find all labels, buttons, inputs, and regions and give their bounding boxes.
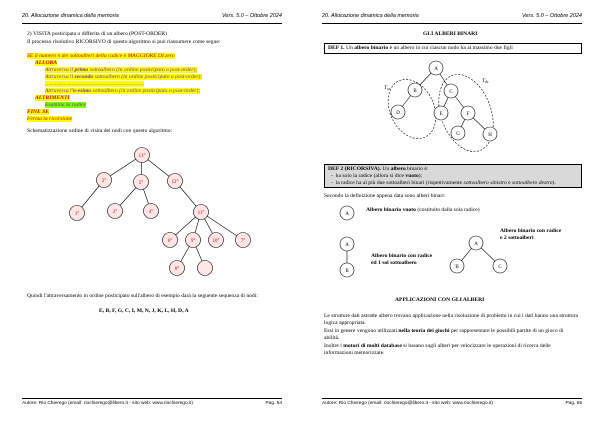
page-footer [322,398,582,408]
ex3-label-1: Albero binario con radice [500,228,562,234]
algo-stop: Ferma la ricorsione [27,116,73,122]
applications-p1: Le strutture dati astratte albero trovano applicazione nella risoluzione di problemi in cui i dati hanno una struttura logica appropriata. [324,313,578,327]
tree-node-label: B [455,264,459,270]
tree-node-label: A [434,66,438,72]
footer-page-number: Pag. 55 [565,401,582,406]
section-title: 2) VISITA posticipata o differita di un albero (POST-ORDER) [27,31,167,37]
applications-p2: Essi in genere vengono utilizzati nella teoria dei giochi per rappresentare le possibili partite di un gioco di abilità. [324,328,564,342]
tree-node-label: A [345,242,349,248]
tree-node-label: B [413,88,417,94]
tree-node-label: 4° [148,209,154,215]
tree-node [493,259,507,273]
tree-node [135,148,150,163]
tree-node-label: 9° [190,238,196,244]
tree-node [209,233,224,248]
right-subtree-label: $T_{dx}$ [482,78,489,85]
tree-nodes [70,148,251,276]
algo-dots: …………………………………………………… [45,81,145,87]
tree-node [144,204,159,219]
tree-edges [74,155,246,268]
tree-node-label: 8° [174,266,180,272]
applications-title: APPLICAZIONI CON GLI ALBERI [395,297,485,303]
header-right: Vers. 5.0 – Ottobre 2024 [521,13,582,19]
tree-node-label: H [488,132,492,138]
footer-author: Autore: Rio Chierego (email: riochierego@libero.it - sito web: www.riochierego.it) [22,401,193,406]
algo-step-n: Attraversa l'n-esimo sottoalbero (in ordine posticipato o post-order); [45,88,201,94]
tree-node-label: 6° [167,238,173,244]
ex2-label-1: Albero binario con radice [371,253,433,259]
def2-item-1: - ha solo la radice (allora si dice vuoto); [331,173,423,179]
binary-trees-title: GLI ALBERI BINARI [423,31,478,37]
algo-step-2: Attraversa il secondo sottoalbero (in ordine posticipato o post-order); [45,74,203,80]
examples-caption: Secondo la definizione appena data sono alberi binari: [324,193,446,199]
tree-node-label: A [345,211,349,217]
tree-node-label: 2° [112,209,118,215]
algo-if-text: SE il numero n dei sottoalberi della radice è MAGGIORE DI zero [27,53,175,59]
applications-p3: Inoltre i motori di molti database si basano sugli alberi per velocizzare le operazioni di ricerca delle informazioni memorizzate. [324,343,551,357]
header-right: Vers. 5.0 – Ottobre 2024 [221,13,282,19]
tree-node [108,204,123,219]
tree-node-label: B [345,268,349,274]
tree-node [340,237,354,251]
tree-node [198,261,213,276]
header-left: 20. Allocazione dinamica della memoria [22,13,119,19]
footer-page-number: Pag. 54 [265,401,282,406]
tree-node [170,261,185,276]
algo-then: ALLORA [35,60,58,66]
algo-examine-root: Esamina la radice [45,102,87,108]
tree-node [168,174,183,189]
tree-node-label: A [474,241,478,247]
ex2-label-2: ed 1 sol sottoalbero [371,260,417,266]
def2-heading: DEF 2 (RICORSIVA). Un albero binario è: [328,166,429,172]
tree-node-label: 3° [101,178,107,184]
tree-node-label: G [456,131,460,137]
tree-node-label: 5° [138,180,144,186]
page-footer [22,398,282,408]
conclusion-text: Quindi l'attraversamento in ordine posticipato sull'albero di esempio darà la seguente sequenza di nodi: [27,293,258,299]
tree-node [194,205,209,220]
tree-node-label: C [498,264,502,270]
tree-node [186,233,201,248]
ex3-label-2: e 2 sottoalberi [500,235,534,241]
tree-node-label: E [439,111,443,117]
tree-node-label: 10° [212,238,220,244]
tree-node-label: 11° [197,210,205,216]
footer-author: Autore: Rio Chierego (email: riochierego@libero.it - sito web: www.riochierego.it) [322,401,493,406]
tree-node [163,233,178,248]
visit-sequence: E, B, F, G, C, I, M, N, J, K, L, H, D, A [99,308,189,314]
tree-node [450,259,464,273]
def1-box: DEF 1. Un albero binario è un albero in cui ciascun nodo ha al massimo due figli [324,43,582,54]
left-subtree-label: $T_{sx}$ [384,85,391,92]
tree-node [340,263,354,277]
tree-node-label: 12° [171,179,179,185]
ex1-label: Albero binario vuoto (costituito dalla sola radice) [366,207,480,213]
def2-item-2: - la radice ha al più due sottoalberi binari (rispettivamente sottoalbero sinistro e sottoalbero destro). [331,180,556,186]
algo-end-if: FINE SE [27,109,49,115]
tree-node-label: D [396,110,400,116]
tree-node [70,206,85,221]
tree-node-label: C [449,89,453,95]
schema-caption: Schematizzazione ordine di visita dei nodi con questo algoritmo: [27,128,173,134]
header-left: 20. Allocazione dinamica della memoria [322,13,419,19]
tree-node-label: F [466,111,470,117]
intro-text: Il processo risolutivo RICORSIVO di questo algoritmo si può riassumere come segue: [27,39,221,45]
tree-node-label: 1° [74,211,80,217]
tree-node [340,206,354,220]
algo-else: ALTRIMENTI [35,95,70,101]
tree-node [97,173,112,188]
tree-node-label: 13° [138,153,146,159]
tree-node [236,233,251,248]
tree-node [469,236,483,250]
tree-node-label: 7° [240,238,246,244]
right-page [300,0,600,424]
algo-step-1: Attraversa il primo sottoalbero (in ordine posticipato o post-order); [45,67,198,73]
tree-node [134,175,149,190]
